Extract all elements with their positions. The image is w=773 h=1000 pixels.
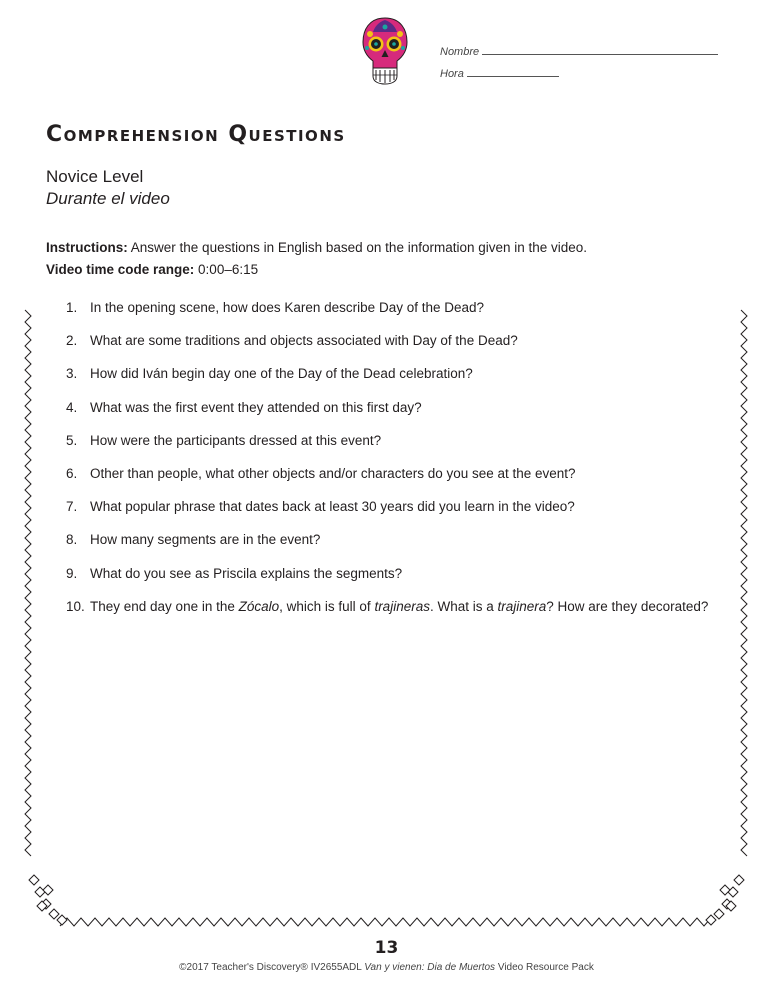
question-number: 8. — [66, 532, 78, 548]
time-code-range — [46, 262, 258, 277]
question-text: They end day one in the — [90, 598, 239, 614]
sugar-skull-icon — [361, 16, 409, 86]
question-text: In the opening scene, how does Karen describe Day of the Dead? — [90, 300, 485, 315]
question-text: trajinera — [497, 598, 547, 614]
level-heading: Novice Level — [46, 167, 144, 186]
footer-title: Van y vienen: Dia de Muertos — [364, 962, 496, 973]
instructions-label: Instructions: — [46, 240, 128, 255]
nombre-blank-line[interactable] — [482, 44, 718, 55]
decorative-border — [0, 300, 773, 940]
nombre-label: Nombre — [440, 46, 480, 58]
question-text: How were the participants dressed at this event? — [90, 432, 382, 448]
footer-suffix: Video Resource Pack — [495, 962, 594, 973]
question-text: What are some traditions and objects associated with Day of the Dead? — [90, 333, 518, 349]
question-text: Zócalo — [238, 598, 280, 614]
hora-field[interactable] — [440, 66, 559, 80]
instructions-text: Answer the questions in English based on the information given in the video. — [127, 240, 588, 255]
page-title: Comprehension Questions — [46, 122, 346, 147]
question-number: 7. — [66, 499, 78, 515]
sublevel-heading: Durante el video — [46, 189, 170, 208]
question-text: , which is full of — [279, 598, 375, 614]
hora-blank-line[interactable] — [467, 66, 559, 77]
question-text: ? How are they decorated? — [546, 598, 709, 614]
question-number: 1. — [66, 300, 78, 315]
question-text: What was the first event they attended on this first day? — [90, 399, 422, 415]
question-text: What popular phrase that dates back at least 30 years did you learn in the video? — [90, 499, 575, 515]
nombre-field[interactable] — [440, 44, 718, 58]
footer-prefix: ©2017 Teacher's Discovery® IV2655ADL — [179, 962, 365, 973]
question-text: How did Iván begin day one of the Day of the Dead celebration? — [90, 366, 473, 382]
question-text: How many segments are in the event? — [90, 532, 321, 548]
question-number: 5. — [66, 432, 78, 448]
question-number: 4. — [66, 399, 78, 415]
question-number: 6. — [66, 465, 78, 481]
question-text: trajineras — [374, 598, 430, 614]
footer-credit — [0, 962, 773, 973]
question-text: . What is a — [429, 598, 498, 614]
hora-label: Hora — [440, 68, 464, 80]
question-text: What do you see as Priscila explains the segments? — [90, 565, 403, 581]
page-number: 13 — [374, 938, 399, 958]
instructions — [46, 240, 587, 255]
question-text: Other than people, what other objects and/or characters do you see at the event? — [90, 465, 576, 481]
question-number: 3. — [66, 366, 78, 382]
question-number: 10. — [66, 598, 85, 614]
time-code-value: 0:00–6:15 — [194, 262, 259, 277]
question-number: 9. — [66, 565, 78, 581]
question-number: 2. — [66, 333, 78, 349]
time-code-label: Video time code range: — [46, 262, 195, 277]
